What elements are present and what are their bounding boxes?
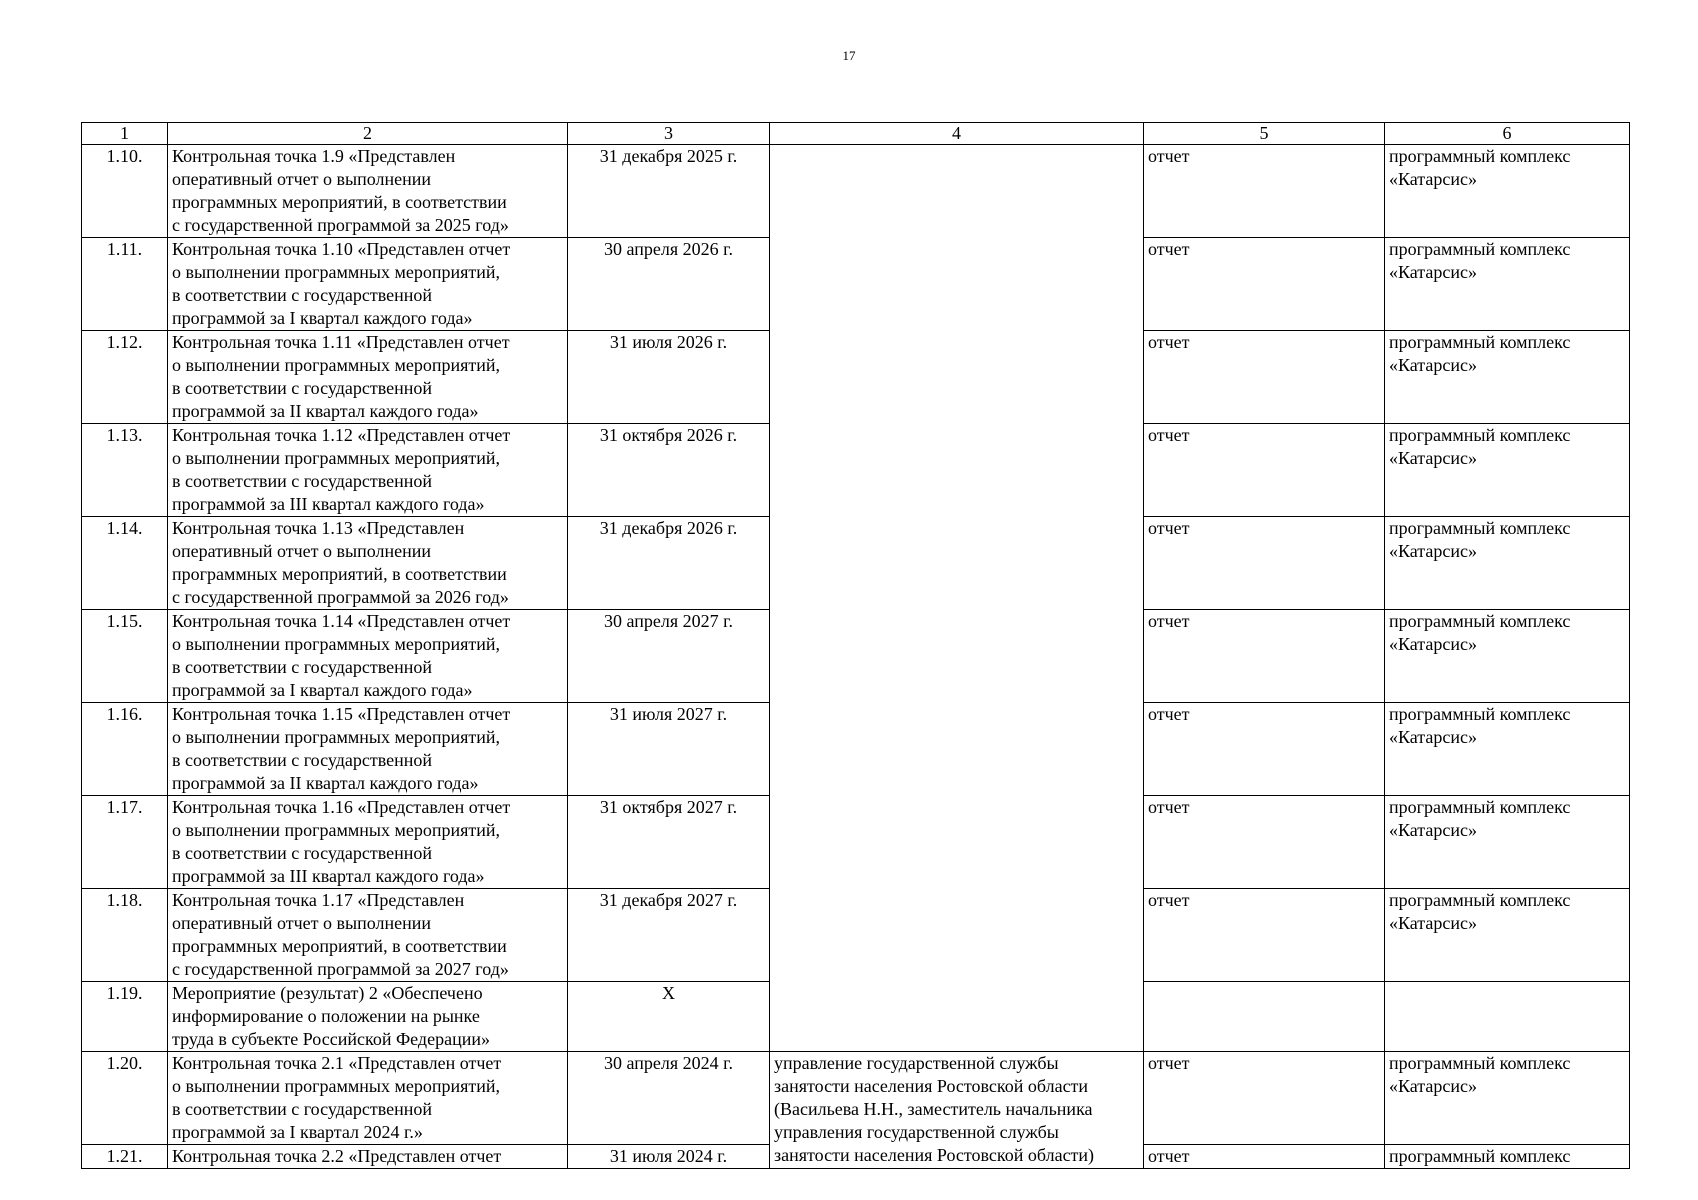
- column-number-row: [82, 123, 1630, 145]
- table-row: [82, 145, 1630, 238]
- control-points-table: [81, 122, 1630, 1169]
- row-information-system: программный комплекс «Катарсис»: [1385, 610, 1630, 703]
- row-deadline: 31 декабря 2026 г.: [568, 517, 770, 610]
- row-number: 1.18.: [82, 889, 168, 982]
- column-header-6: 6: [1385, 123, 1630, 145]
- row-number: 1.10.: [82, 145, 168, 238]
- row-deadline: 31 июля 2026 г.: [568, 331, 770, 424]
- row-deadline: 31 июля 2024 г.: [568, 1145, 770, 1169]
- row-deadline: 31 октября 2027 г.: [568, 796, 770, 889]
- row-number: 1.13.: [82, 424, 168, 517]
- row-number: 1.16.: [82, 703, 168, 796]
- column-header-5: 5: [1144, 123, 1385, 145]
- row-deadline: 30 апреля 2027 г.: [568, 610, 770, 703]
- row-description: Контрольная точка 1.11 «Представлен отчет о выполнении программных мероприятий, в соответствии с государственной программой за II квартал каждого года»: [168, 331, 568, 424]
- row-description: Контрольная точка 1.13 «Представлен оперативный отчет о выполнении программных мероприятий, в соответствии с государственной программой за 2026 год»: [168, 517, 568, 610]
- table-row: [82, 1052, 1630, 1145]
- row-information-system: программный комплекс «Катарсис»: [1385, 889, 1630, 982]
- row-information-system: программный комплекс «Катарсис»: [1385, 703, 1630, 796]
- row-number: 1.21.: [82, 1145, 168, 1169]
- row-information-system: программный комплекс «Катарсис»: [1385, 331, 1630, 424]
- row-deadline: Х: [568, 982, 770, 1052]
- row-description: Контрольная точка 1.14 «Представлен отчет о выполнении программных мероприятий, в соответствии с государственной программой за I квартал каждого года»: [168, 610, 568, 703]
- row-description: Контрольная точка 2.1 «Представлен отчет о выполнении программных мероприятий, в соответствии с государственной программой за I квартал 2024 г.»: [168, 1052, 568, 1145]
- row-document-type: отчет: [1144, 331, 1385, 424]
- row-information-system: программный комплекс: [1385, 1145, 1630, 1169]
- row-deadline: 31 декабря 2027 г.: [568, 889, 770, 982]
- row-document-type: отчет: [1144, 238, 1385, 331]
- row-document-type: отчет: [1144, 517, 1385, 610]
- column-header-1: 1: [82, 123, 168, 145]
- row-deadline: 30 апреля 2024 г.: [568, 1052, 770, 1145]
- responsible-empty-cell: [770, 145, 1144, 1052]
- row-document-type: отчет: [1144, 796, 1385, 889]
- row-deadline: 31 июля 2027 г.: [568, 703, 770, 796]
- row-description: Контрольная точка 1.9 «Представлен оперативный отчет о выполнении программных мероприятий, в соответствии с государственной программой за 2025 год»: [168, 145, 568, 238]
- row-document-type: отчет: [1144, 1052, 1385, 1145]
- row-number: 1.19.: [82, 982, 168, 1052]
- row-description: Контрольная точка 1.12 «Представлен отчет о выполнении программных мероприятий, в соответствии с государственной программой за III квартал каждого года»: [168, 424, 568, 517]
- row-number: 1.20.: [82, 1052, 168, 1145]
- row-information-system: программный комплекс «Катарсис»: [1385, 796, 1630, 889]
- row-document-type: отчет: [1144, 610, 1385, 703]
- row-document-type: отчет: [1144, 703, 1385, 796]
- row-description: Контрольная точка 1.17 «Представлен оперативный отчет о выполнении программных мероприятий, в соответствии с государственной программой за 2027 год»: [168, 889, 568, 982]
- row-deadline: 30 апреля 2026 г.: [568, 238, 770, 331]
- row-deadline: 31 октября 2026 г.: [568, 424, 770, 517]
- row-information-system: программный комплекс «Катарсис»: [1385, 424, 1630, 517]
- row-number: 1.11.: [82, 238, 168, 331]
- column-header-3: 3: [568, 123, 770, 145]
- row-description: Контрольная точка 1.16 «Представлен отчет о выполнении программных мероприятий, в соответствии с государственной программой за III квартал каждого года»: [168, 796, 568, 889]
- responsible-executor: управление государственной службы занятости населения Ростовской области (Васильева Н.Н., заместитель начальника управления государственной службы занятости населения Ростовской области): [770, 1052, 1144, 1169]
- row-description: Мероприятие (результат) 2 «Обеспечено информирование о положении на рынке труда в субъекте Российской Федерации»: [168, 982, 568, 1052]
- row-document-type: отчет: [1144, 1145, 1385, 1169]
- row-document-type: [1144, 982, 1385, 1052]
- row-number: 1.15.: [82, 610, 168, 703]
- row-information-system: [1385, 982, 1630, 1052]
- row-number: 1.17.: [82, 796, 168, 889]
- row-information-system: программный комплекс «Катарсис»: [1385, 145, 1630, 238]
- column-header-2: 2: [168, 123, 568, 145]
- row-number: 1.12.: [82, 331, 168, 424]
- row-deadline: 31 декабря 2025 г.: [568, 145, 770, 238]
- row-document-type: отчет: [1144, 145, 1385, 238]
- row-description: Контрольная точка 1.10 «Представлен отчет о выполнении программных мероприятий, в соответствии с государственной программой за I квартал каждого года»: [168, 238, 568, 331]
- column-header-4: 4: [770, 123, 1144, 145]
- row-number: 1.14.: [82, 517, 168, 610]
- row-information-system: программный комплекс «Катарсис»: [1385, 1052, 1630, 1145]
- row-document-type: отчет: [1144, 424, 1385, 517]
- row-information-system: программный комплекс «Катарсис»: [1385, 238, 1630, 331]
- row-information-system: программный комплекс «Катарсис»: [1385, 517, 1630, 610]
- row-description: Контрольная точка 1.15 «Представлен отчет о выполнении программных мероприятий, в соответствии с государственной программой за II квартал каждого года»: [168, 703, 568, 796]
- page-number: 17: [842, 48, 856, 63]
- row-description: Контрольная точка 2.2 «Представлен отчет: [168, 1145, 568, 1169]
- row-document-type: отчет: [1144, 889, 1385, 982]
